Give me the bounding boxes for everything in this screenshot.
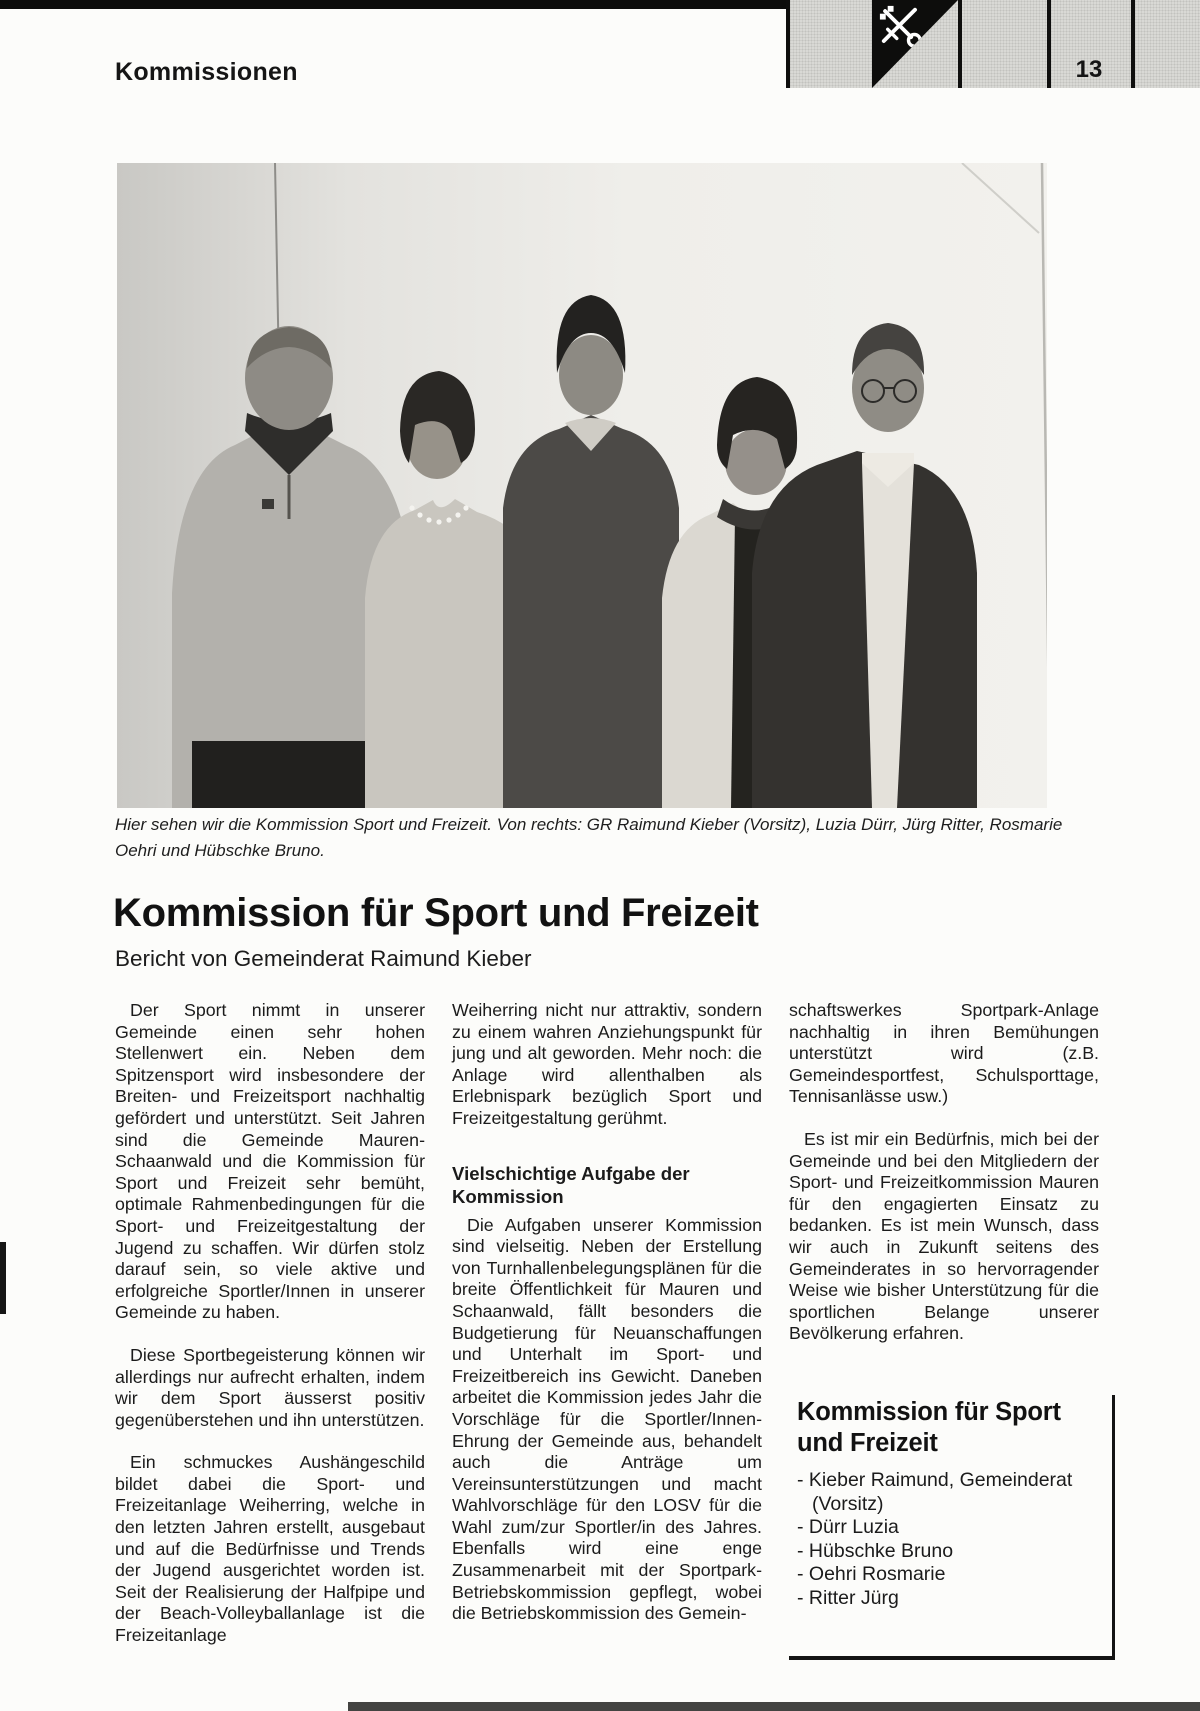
text-column-3 bbox=[789, 1000, 1099, 1660]
member-item: - Ritter Jürg bbox=[797, 1587, 1100, 1611]
header-band-divider bbox=[786, 0, 790, 88]
photo-caption: Hier sehen wir die Kommission Sport und Freizeit. Von rechts: GR Raimund Kieber (Vorsitz), Luzia Dürr, Jürg Ritter, Rosmarie Oehri und Hübschke Bruno. bbox=[115, 815, 1063, 860]
paragraph: Ein schmuckes Aushängeschild bildet dabei die Sport- und Freizeitanlage Weiherring, welche in den letzten Jahren erstellt, ausgebaut und auf die Bedürfnisse und Trends der Jugend ausgerichtet worden ist. Seit der Realisierung der Halfpipe und der Beach-Volleyballanlage ist die Freizeitanlage bbox=[115, 1452, 425, 1646]
scan-edge-artifact-top bbox=[0, 0, 788, 9]
member-list bbox=[797, 1469, 1100, 1611]
article-byline: Bericht von Gemeinderat Raimund Kieber bbox=[115, 946, 532, 971]
scan-edge-artifact-bottom bbox=[348, 1702, 1200, 1711]
section-label: Kommissionen bbox=[115, 58, 298, 86]
member-item: - Oehri Rosmarie bbox=[797, 1563, 1100, 1587]
paragraph: schaftswerkes Sportpark-Anlage nachhaltig in ihren Bemühungen unterstützt wird (z.B. Gemeindesportfest, Schulsporttage, Tennisanlässe usw.) bbox=[789, 1000, 1099, 1107]
paragraph: Es ist mir ein Bedürfnis, mich bei der Gemeinde und bei den Mitgliedern der Sport- und Freizeitkommission Mauren für den engagierten Einsatz zu bedanken. Es ist mein Wunsch, dass wir auch in Zukunft seitens des Gemeinderates in so hervorragender Weise wie bisher Unterstützung für die sportlichen Belange unserer Bevölkerung erfahren. bbox=[789, 1128, 1099, 1344]
group-photo-illustration bbox=[117, 163, 1047, 808]
member-item: - Hübschke Bruno bbox=[797, 1540, 1100, 1564]
paragraph: Die Aufgaben unserer Kommission sind vielseitig. Neben der Erstellung von Turnhallenbelegungsplänen für die breite Öffentlichkeit für Mauren und Schaanwald, fällt besonders die Budgetierung für Neuanschaffungen und Unterhalt im Sport- und Freizeitbereich ins Gewicht. Daneben arbeitet die Kommission jedes Jahr die Vorschläge für die Sportler/Innen- Ehrung der Gemeinde aus, behandelt auch die Anträge um Vereinsunterstützungen und macht Wahlvorschläge für den LOSV für die Wahl zum/zur Sportler/in des Jahres. Ebenfalls wird eine enge Zusammenarbeit mit der Sportpark-Betriebskommission gepflegt, wobei die Betriebskommission des Gemein- bbox=[452, 1214, 762, 1624]
paragraph: Diese Sportbegeisterung können wir allerdings nur aufrecht erhalten, indem wir dem Sport äusserst positiv gegenüberstehen und ihn unterstützen. bbox=[115, 1344, 425, 1430]
member-box-title: Kommission für Sport und Freizeit bbox=[797, 1397, 1061, 1457]
text-column-1 bbox=[115, 1000, 425, 1668]
crossed-key-and-sword-icon bbox=[876, 2, 928, 54]
column-blocks bbox=[789, 1000, 1099, 1345]
column-subheading: Vielschichtige Aufgabe der Kommission bbox=[452, 1162, 690, 1207]
member-item: - Kieber Raimund, Gemeinderat (Vorsitz) bbox=[797, 1469, 1100, 1516]
text-column-2 bbox=[452, 1000, 762, 1646]
scan-edge-artifact-left bbox=[0, 1242, 6, 1314]
column-blocks bbox=[115, 1000, 425, 1647]
page-number: 13 bbox=[1075, 56, 1103, 83]
article-title: Kommission für Sport und Freizeit bbox=[113, 891, 759, 935]
member-item: - Dürr Luzia bbox=[797, 1516, 1100, 1540]
header-triangle bbox=[872, 0, 958, 88]
member-box bbox=[789, 1395, 1115, 1661]
paragraph: Weiherring nicht nur attraktiv, sondern zu einem wahren Anziehungspunkt für jung und alt geworden. Mehr noch: die Anlage wird allenthalben als Erlebnispark bezüglich Sport und Freizeitgestaltung gerühmt. bbox=[452, 1000, 762, 1128]
column-blocks bbox=[452, 1000, 762, 1625]
header-band-divider bbox=[958, 0, 962, 88]
group-photo bbox=[117, 163, 1047, 808]
header-band-divider bbox=[1131, 0, 1135, 88]
header-band bbox=[786, 0, 1200, 88]
paragraph: Der Sport nimmt in unserer Gemeinde einen sehr hohen Stellenwert ein. Neben dem Spitzensport wird insbesondere der Breiten- und Freizeitsport nachhaltig gefördert und unterstützt. Seit Jahren sind die Gemeinde Mauren-Schaanwald und die Kommission für Sport und Freizeit sehr bemüht, optimale Rahmenbedingungen für die Sport- und Freizeitgestaltung der Jugend zu schaffen. Wir dürfen stolz darauf sein, so viele aktive und erfolgreiche Sportler/Innen in unserer Gemeinde zu haben. bbox=[115, 1000, 425, 1323]
